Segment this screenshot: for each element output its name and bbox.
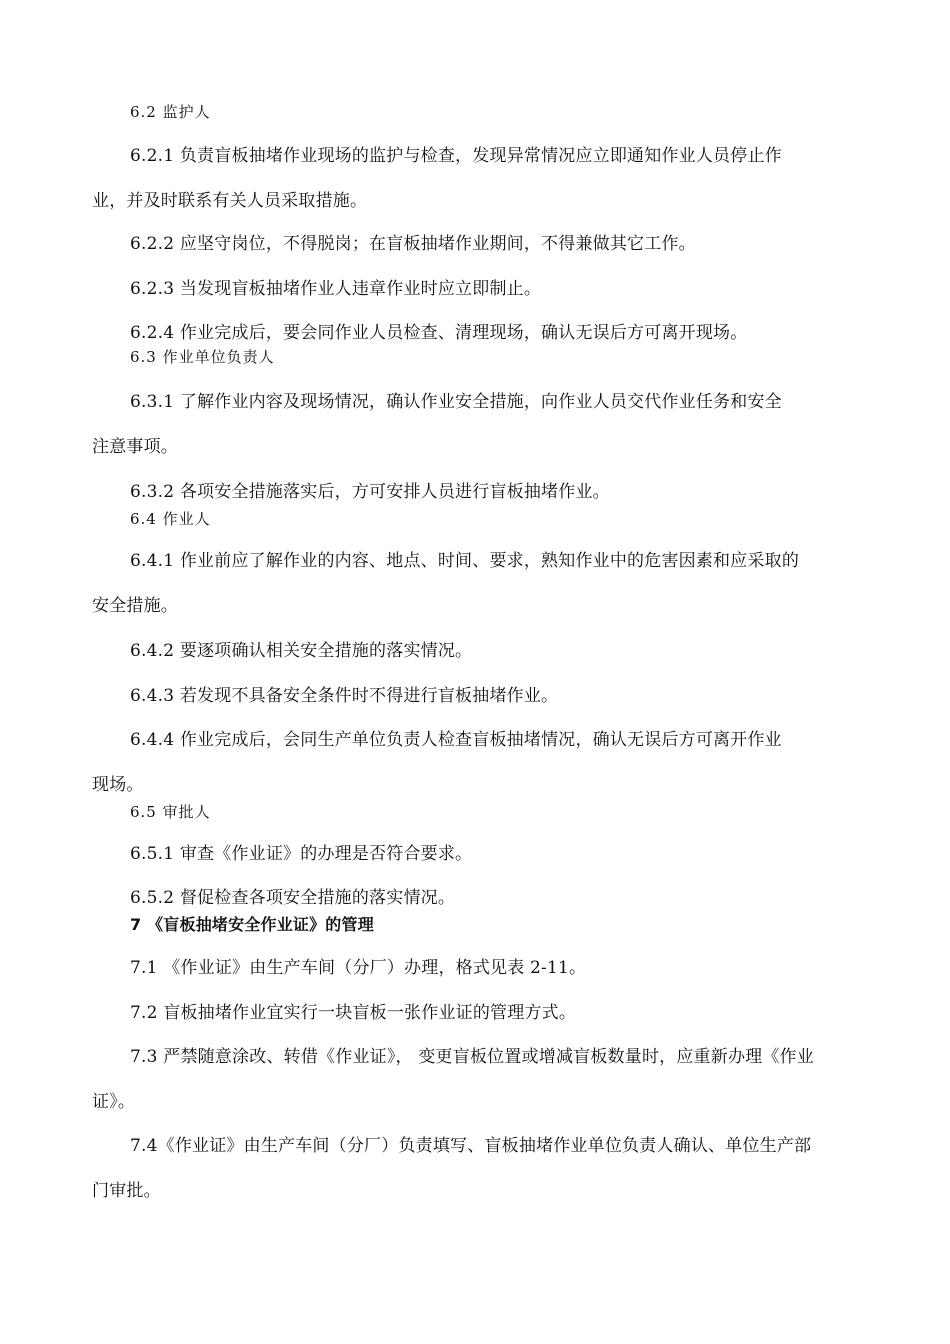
paragraph-6-2-3: 6.2.3 当发现盲板抽堵作业人违章作业时应立即制止。 bbox=[130, 279, 542, 299]
paragraph-7-3-line1: 7.3 严禁随意涂改、转借《作业证》， 变更盲板位置或增减盲板数量时，应重新办理《作业 bbox=[130, 1047, 814, 1067]
paragraph-6-4-3: 6.4.3 若发现不具备安全条件时不得进行盲板抽堵作业。 bbox=[130, 686, 559, 706]
paragraph-6-4-4-line2: 现场。 bbox=[92, 775, 144, 795]
paragraph-6-4-4-line1: 6.4.4 作业完成后，会同生产单位负责人检查盲板抽堵情况，确认无误后方可离开作业 bbox=[130, 730, 782, 750]
paragraph-6-2-1-line2: 业，并及时联系有关人员采取措施。 bbox=[92, 191, 368, 211]
paragraph-6-2-4: 6.2.4 作业完成后，要会同作业人员检查、清理现场，确认无误后方可离开现场。 bbox=[130, 323, 748, 343]
paragraph-6-4-1-line1: 6.4.1 作业前应了解作业的内容、地点、时间、要求，熟知作业中的危害因素和应采取的 bbox=[130, 551, 800, 571]
section-heading-6-3: 6.3 作业单位负责人 bbox=[130, 348, 275, 366]
paragraph-6-5-1: 6.5.1 审查《作业证》的办理是否符合要求。 bbox=[130, 844, 473, 864]
paragraph-7-4-line2: 门审批。 bbox=[92, 1181, 161, 1201]
paragraph-6-4-2: 6.4.2 要逐项确认相关安全措施的落实情况。 bbox=[130, 641, 473, 661]
paragraph-6-2-2: 6.2.2 应坚守岗位，不得脱岗；在盲板抽堵作业期间，不得兼做其它工作。 bbox=[130, 234, 696, 254]
paragraph-6-3-1-line1: 6.3.1 了解作业内容及现场情况，确认作业安全措施，向作业人员交代作业任务和安全 bbox=[130, 392, 782, 412]
paragraph-6-3-2: 6.3.2 各项安全措施落实后，方可安排人员进行盲板抽堵作业。 bbox=[130, 482, 610, 502]
paragraph-6-4-1-line2: 安全措施。 bbox=[92, 596, 178, 616]
section-heading-6-5: 6.5 审批人 bbox=[130, 803, 211, 821]
paragraph-6-2-1-line1: 6.2.1 负责盲板抽堵作业现场的监护与检查，发现异常情况应立即通知作业人员停止作 bbox=[130, 146, 782, 166]
paragraph-6-3-1-line2: 注意事项。 bbox=[92, 437, 178, 457]
section-heading-7: 7 《盲板抽堵安全作业证》的管理 bbox=[130, 915, 374, 934]
paragraph-7-1: 7.1 《作业证》由生产车间（分厂）办理，格式见表 2-11。 bbox=[130, 958, 587, 978]
paragraph-6-5-2: 6.5.2 督促检查各项安全措施的落实情况。 bbox=[130, 888, 456, 908]
paragraph-7-4-line1: 7.4《作业证》由生产车间（分厂）负责填写、盲板抽堵作业单位负责人确认、单位生产部 bbox=[130, 1136, 812, 1156]
section-heading-6-4: 6.4 作业人 bbox=[130, 510, 211, 528]
paragraph-7-2: 7.2 盲板抽堵作业宜实行一块盲板一张作业证的管理方式。 bbox=[130, 1003, 577, 1023]
paragraph-7-3-line2: 证》。 bbox=[92, 1092, 136, 1112]
section-heading-6-2: 6.2 监护人 bbox=[130, 103, 211, 121]
